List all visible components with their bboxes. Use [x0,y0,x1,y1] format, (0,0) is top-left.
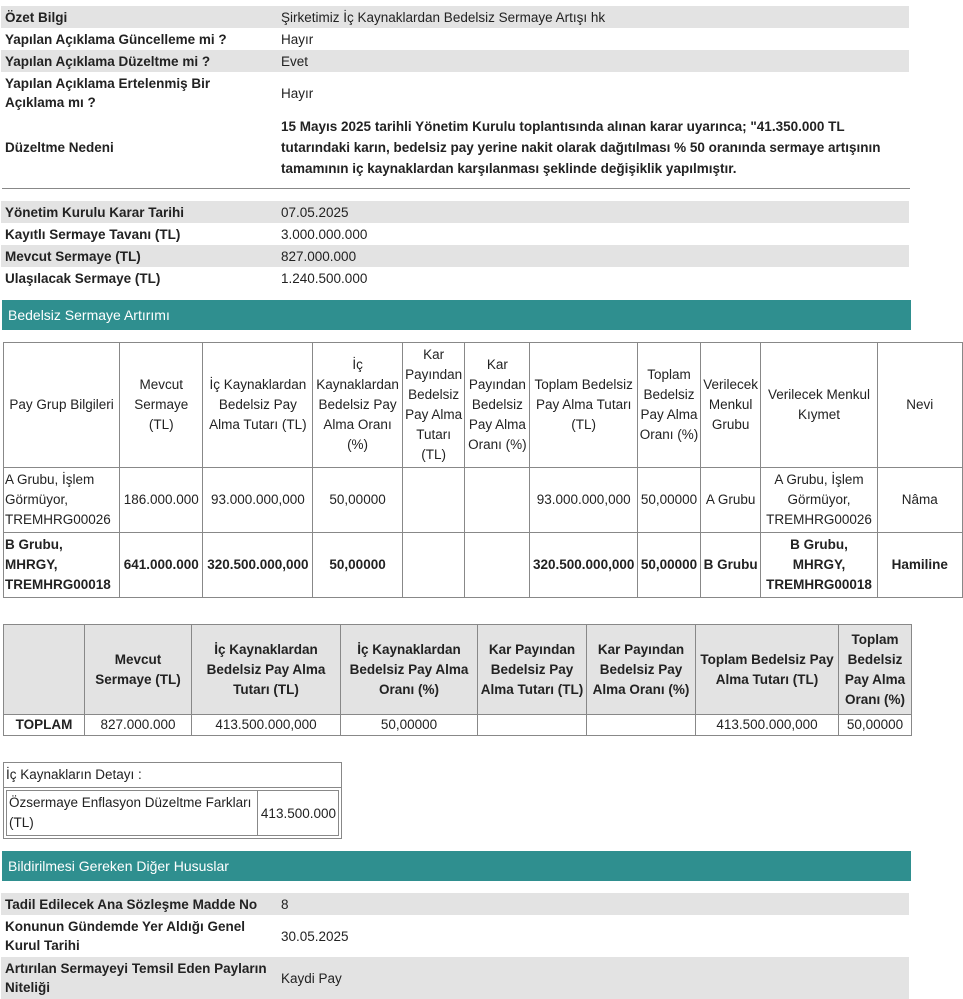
cell [402,468,465,533]
cell: 320.500.000,000 [203,533,313,598]
cell: A Grubu, İşlem Görmüyor, TREMHRG00026 [4,468,120,533]
total-row [4,715,912,736]
resources-box [3,762,342,839]
cell: 50,00000 [839,715,912,736]
resources-title: İç Kaynakların Detayı : [4,763,341,788]
correction-reason: 15 Mayıs 2025 tarihli Yönetim Kurulu toplantısında alınan karar uyarınca; "41.350.000 TL tutarındaki karın, bedelsiz pay yerine nakit olarak dağıtılması % 50 oranında sermaye artışının tamamının iç kaynaklardan karşılanması şeklinde değişiklik yapılmıştır. [281,118,881,176]
cell: Nâma [877,468,962,533]
col-header: Mevcut Sermaye (TL) [85,625,192,715]
cell: 93.000.000,000 [203,468,313,533]
total-table-header [4,625,912,715]
cell [465,468,530,533]
share-group-table [3,342,963,598]
capital-row [1,223,909,245]
capital-label: Ulaşılacak Sermaye (TL) [5,270,161,286]
other-value: 8 [281,896,289,912]
other-row [1,893,909,915]
col-header: Nevi [877,343,962,468]
summary-value: Hayır [281,31,314,47]
capital-value: 07.05.2025 [281,204,349,220]
col-header: Mevcut Sermaye (TL) [120,343,203,468]
table-row [4,533,963,598]
cell: 413.500.000,000 [696,715,839,736]
summary-row [1,72,909,114]
resources-row [6,790,339,836]
col-header: İç Kaynaklardan Bedelsiz Pay Alma Oranı (%) [341,625,478,715]
col-header: Toplam Bedelsiz Pay Alma Tutarı (TL) [696,625,839,715]
divider [2,188,910,189]
col-header: Kar Payından Bedelsiz Pay Alma Oranı (%) [465,343,530,468]
col-header: Toplam Bedelsiz Pay Alma Oranı (%) [638,343,701,468]
cell: 50,00000 [313,468,402,533]
col-header: Kar Payından Bedelsiz Pay Alma Tutarı (TL) [402,343,465,468]
col-header [4,625,85,715]
share-table-header [4,343,963,468]
capital-label: Yönetim Kurulu Karar Tarihi [5,204,185,220]
other-block [0,893,915,999]
other-label: Konunun Gündemde Yer Aldığı Genel Kurul Tarihi [5,919,246,953]
other-value: 30.05.2025 [281,928,349,944]
capital-value: 827.000.000 [281,248,357,264]
section-header-bonus-capital: Bedelsiz Sermaye Artırımı [2,300,911,330]
resources-item-value: 413.500.000 [258,790,339,836]
total-table [3,624,912,736]
cell: 50,00000 [341,715,478,736]
summary-value: Hayır [281,85,314,101]
col-header: Kar Payından Bedelsiz Pay Alma Oranı (%) [587,625,696,715]
col-header: İç Kaynaklardan Bedelsiz Pay Alma Tutarı (TL) [203,343,313,468]
cell: B Grubu, MHRGY, TREMHRG00018 [4,533,120,598]
col-header: Verilecek Menkul Grubu [700,343,761,468]
col-header: Toplam Bedelsiz Pay Alma Oranı (%) [839,625,912,715]
summary-label: Düzeltme Nedeni [5,139,114,155]
cell: A Grubu, İşlem Görmüyor, TREMHRG00026 [761,468,877,533]
col-header: İç Kaynaklardan Bedelsiz Pay Alma Oranı (%) [313,343,402,468]
summary-row [1,28,909,50]
capital-value: 1.240.500.000 [281,270,368,286]
summary-label: Özet Bilgi [5,9,68,25]
summary-block [0,0,915,180]
summary-row [1,6,909,28]
table-row [4,468,963,533]
capital-label: Mevcut Sermaye (TL) [5,248,141,264]
col-header: Verilecek Menkul Kıymet [761,343,877,468]
capital-row [1,201,909,223]
other-row [1,957,909,999]
cell: 50,00000 [638,468,701,533]
cell: 50,00000 [313,533,402,598]
other-row [1,915,909,957]
summary-row [1,114,909,180]
summary-row [1,50,909,72]
capital-row [1,245,909,267]
other-label: Artırılan Sermayeyi Temsil Eden Payların Niteliği [5,961,267,995]
col-header: İç Kaynaklardan Bedelsiz Pay Alma Tutarı (TL) [192,625,341,715]
cell [465,533,530,598]
cell [587,715,696,736]
cell: A Grubu [700,468,761,533]
cell [402,533,465,598]
summary-value: Şirketimiz İç Kaynaklardan Bedelsiz Sermaye Artışı hk [281,9,606,25]
cell: 93.000.000,000 [530,468,638,533]
cell: 827.000.000 [85,715,192,736]
cell: 320.500.000,000 [530,533,638,598]
cell: TOPLAM [4,715,85,736]
cell: 50,00000 [638,533,701,598]
section-header-other-matters: Bildirilmesi Gereken Diğer Hususlar [2,851,911,881]
other-label: Tadil Edilecek Ana Sözleşme Madde No [5,896,258,912]
share-table-wrap [3,342,948,598]
col-header: Toplam Bedelsiz Pay Alma Tutarı (TL) [530,343,638,468]
summary-value: Evet [281,53,309,69]
col-header: Kar Payından Bedelsiz Pay Alma Tutarı (TL) [478,625,587,715]
other-value: Kaydi Pay [281,970,342,986]
capital-value: 3.000.000.000 [281,226,368,242]
cell: 186.000.000 [120,468,203,533]
cell: 413.500.000,000 [192,715,341,736]
summary-label: Yapılan Açıklama Güncelleme mi ? [5,31,227,47]
resources-item-label: Özsermaye Enflasyon Düzeltme Farkları (TL) [6,790,258,836]
cell [478,715,587,736]
summary-label: Yapılan Açıklama Düzeltme mi ? [5,53,211,69]
cell: B Grubu [700,533,761,598]
capital-label: Kayıtlı Sermaye Tavanı (TL) [5,226,181,242]
cell: 641.000.000 [120,533,203,598]
capital-block [0,201,915,289]
summary-label: Yapılan Açıklama Ertelenmiş Bir Açıklama mı ? [5,76,211,110]
capital-row [1,267,909,289]
col-header: Pay Grup Bilgileri [4,343,120,468]
cell: B Grubu, MHRGY, TREMHRG00018 [761,533,877,598]
cell: Hamiline [877,533,962,598]
